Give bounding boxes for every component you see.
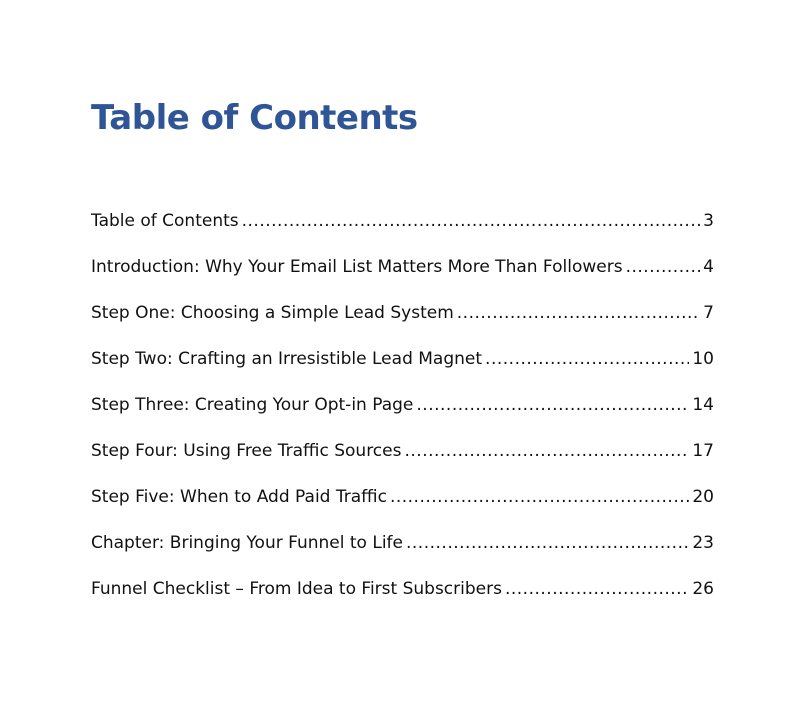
toc-entry[interactable] [91, 395, 714, 441]
toc-entry[interactable] [91, 303, 714, 349]
toc-entry[interactable] [91, 211, 714, 257]
toc-entry-title: Table of Contents [91, 211, 239, 231]
dot-leader [485, 349, 689, 369]
toc-entry-title: Step One: Choosing a Simple Lead System [91, 303, 454, 323]
toc-entry[interactable] [91, 257, 714, 303]
toc-entry-page-number: 4 [703, 257, 714, 277]
toc-entry-page-number: 26 [692, 579, 714, 599]
toc-entry-title: Step Four: Using Free Traffic Sources [91, 441, 402, 461]
toc-entry-title: Step Two: Crafting an Irresistible Lead Magnet [91, 349, 483, 369]
toc-heading: Table of Contents [91, 98, 418, 138]
toc-entry[interactable] [91, 349, 714, 395]
toc-entry-page-number: 10 [692, 349, 714, 369]
dot-leader [457, 303, 700, 323]
toc-entry-page-number: 20 [692, 487, 714, 507]
dot-leader [390, 487, 689, 507]
dot-leader [404, 441, 689, 461]
toc-entry-title: Step Three: Creating Your Opt-in Page [91, 395, 414, 415]
toc-entry-title: Chapter: Bringing Your Funnel to Life [91, 533, 403, 553]
toc-entry-page-number: 14 [692, 395, 714, 415]
dot-leader [626, 257, 701, 277]
toc-entry[interactable] [91, 579, 714, 625]
toc-entry-title: Funnel Checklist – From Idea to First Subscribers [91, 579, 502, 599]
toc-entry-page-number: 3 [703, 211, 714, 231]
toc-entry-title: Introduction: Why Your Email List Matters More Than Followers [91, 257, 623, 277]
toc-entry-title: Step Five: When to Add Paid Traffic [91, 487, 387, 507]
toc-entry[interactable] [91, 533, 714, 579]
toc-entry-page-number: 7 [703, 303, 714, 323]
dot-leader [505, 579, 689, 599]
dot-leader [416, 395, 689, 415]
toc-entry-page-number: 23 [692, 533, 714, 553]
dot-leader [406, 533, 689, 553]
dot-leader [242, 211, 701, 231]
toc-entry[interactable] [91, 487, 714, 533]
toc-entry[interactable] [91, 441, 714, 487]
toc-entry-page-number: 17 [692, 441, 714, 461]
toc-list [91, 211, 714, 625]
